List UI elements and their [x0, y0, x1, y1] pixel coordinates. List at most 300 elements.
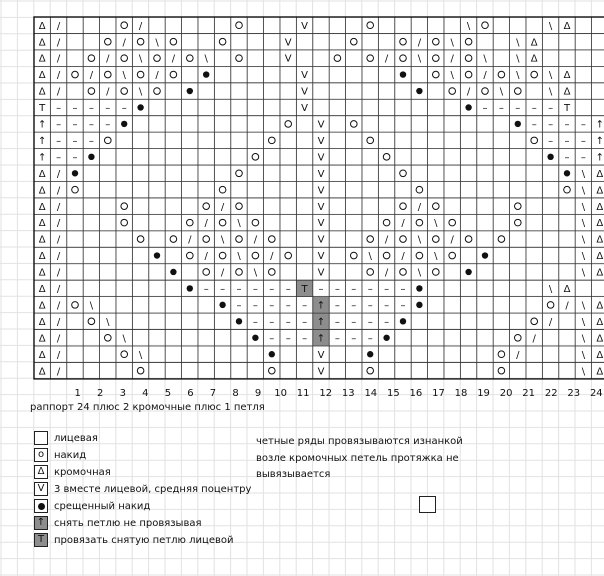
decrease-right-mark: / — [253, 234, 258, 246]
decrease-left-mark: \ — [581, 168, 586, 180]
edge-stitch-mark: Δ — [596, 168, 604, 180]
crossed-yarn-over-mark — [187, 285, 193, 291]
decrease-left-mark: \ — [516, 37, 520, 49]
crossed-yarn-over-mark — [269, 351, 275, 357]
decrease-right-mark: / — [466, 86, 471, 98]
edge-stitch-mark: Δ — [38, 284, 46, 296]
purl-dash-mark: – — [564, 135, 570, 147]
3-together-knit-mark: V — [301, 86, 309, 98]
yarn-over-mark — [203, 203, 210, 210]
chart-cells — [38, 21, 604, 377]
yarn-over-mark — [154, 55, 161, 62]
empty-box — [419, 496, 436, 513]
decrease-right-mark: / — [56, 53, 61, 65]
purl-dash-mark: – — [72, 103, 78, 115]
purl-dash-mark: – — [334, 333, 340, 345]
yarn-over-mark — [400, 236, 407, 243]
decrease-left-mark: \ — [253, 267, 258, 279]
yarn-over-mark — [498, 236, 505, 243]
yarn-over-mark — [465, 38, 472, 45]
decrease-left-mark: \ — [122, 70, 126, 82]
purl-dash-mark: – — [105, 119, 111, 131]
decrease-left-mark: \ — [581, 185, 586, 197]
yarn-over-mark — [72, 186, 79, 193]
decrease-left-mark: \ — [417, 267, 422, 279]
v-icon: V — [37, 483, 45, 494]
3-together-knit-mark: V — [317, 218, 325, 230]
decrease-right-mark: / — [56, 37, 61, 49]
decrease-left-mark: \ — [237, 251, 241, 263]
decrease-left-mark: \ — [237, 218, 241, 230]
decrease-right-mark: / — [56, 168, 61, 180]
3-together-knit-mark: V — [317, 349, 325, 361]
purl-dash-mark: – — [564, 119, 570, 131]
column-label: 17 — [432, 387, 445, 399]
purl-dash-mark: – — [367, 333, 373, 345]
column-label: 7 — [209, 387, 217, 399]
edge-stitch-mark: Δ — [38, 366, 46, 378]
purl-dash-mark: – — [72, 119, 78, 131]
yarn-over-mark — [465, 55, 472, 62]
slip-stitch-mark: ↑ — [316, 316, 326, 328]
column-label: 10 — [274, 387, 287, 399]
yarn-over-mark — [416, 186, 423, 193]
edge-stitch-mark: Δ — [38, 316, 46, 328]
purl-dash-mark: – — [88, 135, 94, 147]
note-line-3: вывязывается — [256, 469, 331, 480]
edge-stitch-mark: Δ — [38, 70, 46, 82]
decrease-left-mark: \ — [516, 70, 520, 82]
decrease-right-mark: / — [483, 70, 487, 82]
crossed-yarn-over-mark — [72, 170, 78, 176]
decrease-left-mark: \ — [450, 37, 454, 49]
yarn-over-mark — [105, 71, 112, 78]
decrease-right-mark: / — [56, 251, 61, 263]
yarn-over-mark — [105, 334, 112, 341]
decrease-right-mark: / — [56, 349, 61, 361]
yarn-over-mark — [105, 137, 112, 144]
crossed-yarn-over-mark — [515, 121, 521, 127]
yarn-over-mark — [170, 236, 177, 243]
yarn-over-mark — [187, 252, 194, 259]
yarn-over-mark — [367, 367, 374, 374]
purl-dash-mark: – — [121, 103, 127, 115]
legend-3tog-swatch — [34, 482, 48, 496]
decrease-right-mark: / — [56, 218, 61, 230]
purl-dash-mark: – — [252, 300, 258, 312]
purl-dash-mark: – — [72, 152, 78, 164]
decrease-left-mark: \ — [450, 70, 454, 82]
decrease-left-mark: \ — [417, 234, 422, 246]
legend-knit-slipped-swatch — [34, 533, 48, 547]
edge-stitch-mark: Δ — [596, 349, 604, 361]
edge-stitch-mark: Δ — [596, 300, 604, 312]
crossed-yarn-over-mark — [465, 269, 471, 275]
legend-edge-label: кромочная — [54, 467, 111, 478]
decrease-right-mark: / — [56, 267, 61, 279]
yarn-over-mark — [219, 186, 226, 193]
yarn-over-mark — [269, 269, 276, 276]
purl-dash-mark: – — [236, 284, 242, 296]
yarn-over-mark — [351, 121, 358, 128]
edge-stitch-mark: Δ — [38, 300, 46, 312]
legend-crossed-yo-swatch — [34, 499, 48, 513]
yarn-over-mark — [515, 219, 522, 226]
edge-stitch-mark: Δ — [38, 86, 46, 98]
yarn-over-mark — [285, 121, 292, 128]
edge-stitch-mark: Δ — [563, 70, 571, 82]
yarn-over-mark — [367, 269, 374, 276]
purl-dash-mark: – — [531, 103, 537, 115]
crossed-yarn-over-mark — [547, 154, 553, 160]
yarn-over-mark — [367, 137, 374, 144]
decrease-right-mark: / — [56, 300, 61, 312]
slip-stitch-mark: ↑ — [316, 300, 326, 312]
crossed-yarn-over-mark — [219, 302, 225, 308]
decrease-right-mark: / — [417, 37, 422, 49]
yarn-over-mark — [269, 236, 276, 243]
yarn-over-mark — [400, 38, 407, 45]
yarn-over-mark — [252, 219, 259, 226]
yarn-over-mark — [498, 367, 505, 374]
decrease-right-mark: / — [384, 53, 389, 65]
purl-dash-mark: – — [384, 316, 390, 328]
crossed-yarn-over-mark — [154, 252, 160, 258]
edge-stitch-mark: Δ — [596, 201, 604, 213]
decrease-left-mark: \ — [89, 300, 94, 312]
purl-dash-mark: – — [351, 316, 357, 328]
yarn-over-mark — [449, 88, 456, 95]
column-label: 9 — [254, 387, 262, 399]
3-together-knit-mark: V — [284, 37, 292, 49]
edge-stitch-mark: Δ — [596, 366, 604, 378]
decrease-left-mark: \ — [155, 37, 159, 49]
column-label: 11 — [296, 387, 310, 399]
purl-dash-mark: – — [56, 135, 62, 147]
purl-dash-mark: – — [384, 300, 390, 312]
yarn-over-mark — [449, 219, 456, 226]
purl-dash-mark: – — [285, 316, 291, 328]
column-label: 16 — [409, 387, 423, 399]
edge-stitch-mark: Δ — [38, 267, 46, 279]
decrease-left-mark: \ — [548, 20, 553, 32]
purl-dash-mark: – — [269, 333, 275, 345]
yarn-over-mark — [367, 55, 374, 62]
purl-dash-mark: – — [318, 284, 324, 296]
crossed-yarn-over-mark — [236, 318, 242, 324]
yarn-over-mark — [154, 88, 161, 95]
3-together-knit-mark: V — [317, 267, 325, 279]
crossed-yarn-over-mark — [564, 170, 570, 176]
decrease-right-mark: / — [516, 349, 520, 361]
yarn-over-mark — [269, 137, 276, 144]
yarn-over-mark — [465, 236, 472, 243]
yarn-over-mark — [449, 252, 456, 259]
purl-dash-mark: – — [580, 152, 586, 164]
decrease-right-mark: / — [450, 234, 454, 246]
yarn-over-mark — [531, 137, 538, 144]
purl-dash-mark: – — [564, 152, 570, 164]
yarn-over-mark — [416, 219, 423, 226]
yarn-over-mark — [236, 203, 243, 210]
decrease-left-mark: \ — [581, 300, 586, 312]
column-label: 20 — [499, 387, 513, 399]
purl-dash-mark: – — [302, 300, 308, 312]
slip-stitch-mark: ↑ — [595, 119, 604, 131]
yarn-over-mark — [236, 236, 243, 243]
decrease-right-mark: / — [384, 234, 389, 246]
legend-yarnover-swatch — [34, 448, 48, 462]
yarn-over-icon: o — [37, 449, 45, 460]
decrease-left-mark: \ — [581, 316, 586, 328]
purl-dash-mark: – — [482, 103, 488, 115]
column-label: 8 — [232, 387, 239, 399]
yarn-over-mark — [236, 55, 243, 62]
decrease-left-mark: \ — [581, 234, 586, 246]
crossed-yarn-over-mark — [383, 335, 389, 341]
crossed-yarn-over-mark — [465, 104, 471, 110]
yarn-over-mark — [72, 302, 79, 309]
purl-dash-mark: – — [515, 103, 521, 115]
column-label: 12 — [319, 387, 333, 399]
edge-stitch-mark: Δ — [563, 20, 571, 32]
3-together-knit-mark: V — [317, 185, 325, 197]
purl-dash-mark: – — [269, 284, 275, 296]
yarn-over-mark — [465, 71, 472, 78]
decrease-left-mark: \ — [581, 333, 586, 345]
decrease-right-mark: / — [56, 284, 61, 296]
crossed-yarn-over-mark — [88, 154, 94, 160]
column-label: 15 — [387, 387, 400, 399]
decrease-right-mark: / — [56, 86, 61, 98]
decrease-right-mark: / — [188, 234, 192, 246]
column-label: 14 — [364, 387, 378, 399]
decrease-right-mark: / — [106, 86, 110, 98]
yarn-over-mark — [285, 252, 292, 259]
purl-dash-mark: – — [351, 300, 357, 312]
edge-stitch-mark: Δ — [530, 37, 538, 49]
3-together-knit-mark: V — [317, 366, 325, 378]
purl-dash-mark: – — [269, 300, 275, 312]
purl-dash-mark: – — [334, 284, 340, 296]
edge-stitch-mark: Δ — [596, 234, 604, 246]
decrease-left-mark: \ — [122, 333, 126, 345]
knit-slipped-stitch-mark: T — [563, 103, 571, 115]
yarn-over-mark — [498, 351, 505, 358]
crossed-yarn-over-mark — [400, 71, 406, 77]
decrease-right-mark: / — [270, 251, 274, 263]
knit-slipped-stitch-mark: T — [301, 284, 308, 296]
yarn-over-mark — [367, 22, 374, 29]
purl-dash-mark: – — [351, 333, 357, 345]
filled-dot-icon — [38, 503, 45, 510]
decrease-right-mark: / — [138, 20, 143, 32]
purl-dash-mark: – — [236, 300, 242, 312]
decrease-left-mark: \ — [434, 251, 438, 263]
edge-stitch-mark: Δ — [38, 201, 46, 213]
edge-stitch-mark: Δ — [38, 333, 46, 345]
column-label: 13 — [341, 387, 355, 399]
purl-dash-mark: – — [400, 300, 406, 312]
legend-slip-swatch — [34, 516, 48, 530]
yarn-over-mark — [433, 71, 440, 78]
purl-dash-mark: – — [302, 316, 308, 328]
decrease-left-mark: \ — [581, 267, 586, 279]
yarn-over-mark — [515, 334, 522, 341]
decrease-right-mark: / — [155, 70, 159, 82]
3-together-knit-mark: V — [301, 103, 309, 115]
purl-dash-mark: – — [56, 152, 62, 164]
decrease-left-mark: \ — [581, 218, 586, 230]
crossed-yarn-over-mark — [367, 351, 373, 357]
edge-stitch-mark: Δ — [38, 251, 46, 263]
yarn-over-mark — [137, 236, 144, 243]
yarn-over-mark — [203, 269, 210, 276]
decrease-right-mark: / — [384, 267, 389, 279]
yarn-over-mark — [383, 154, 390, 161]
yarn-over-mark — [105, 38, 112, 45]
decrease-left-mark: \ — [516, 53, 520, 65]
edge-stitch-mark: Δ — [530, 53, 538, 65]
purl-dash-mark: – — [548, 119, 554, 131]
yarn-over-mark — [236, 22, 243, 29]
yarn-over-mark — [203, 236, 210, 243]
yarn-over-mark — [137, 71, 144, 78]
decrease-right-mark: / — [106, 53, 110, 65]
edge-stitch-mark: Δ — [38, 53, 46, 65]
purl-dash-mark: – — [384, 284, 390, 296]
purl-dash-mark: – — [580, 135, 586, 147]
edge-stitch-mark: Δ — [596, 316, 604, 328]
yarn-over-mark — [531, 71, 538, 78]
decrease-right-mark: / — [56, 234, 61, 246]
purl-dash-mark: – — [203, 284, 209, 296]
decrease-left-mark: \ — [434, 218, 438, 230]
yarn-over-mark — [236, 170, 243, 177]
3-together-knit-mark: V — [317, 168, 325, 180]
decrease-left-mark: \ — [138, 86, 143, 98]
decrease-left-mark: \ — [548, 284, 553, 296]
yarn-over-mark — [351, 38, 358, 45]
column-label: 19 — [477, 387, 490, 399]
purl-dash-mark: – — [334, 316, 340, 328]
purl-dash-mark: – — [367, 300, 373, 312]
purl-dash-mark: – — [88, 103, 94, 115]
column-label: 21 — [522, 387, 536, 399]
yarn-over-mark — [121, 55, 128, 62]
purl-dash-mark: – — [548, 135, 554, 147]
slip-stitch-mark: ↑ — [316, 333, 326, 345]
yarn-over-mark — [121, 219, 128, 226]
yarn-over-mark — [433, 236, 440, 243]
edge-stitch-mark: Δ — [38, 234, 46, 246]
yarn-over-mark — [383, 252, 390, 259]
purl-dash-mark: – — [367, 284, 373, 296]
yarn-over-mark — [121, 88, 128, 95]
crossed-yarn-over-mark — [482, 252, 488, 258]
crossed-yarn-over-mark — [416, 302, 422, 308]
purl-dash-mark: – — [367, 316, 373, 328]
decrease-right-mark: / — [56, 201, 61, 213]
purl-dash-mark: – — [252, 284, 258, 296]
column-label: 5 — [164, 387, 172, 399]
yarn-over-mark — [269, 367, 276, 374]
decrease-left-mark: \ — [106, 316, 110, 328]
decrease-right-mark: / — [56, 366, 61, 378]
decrease-left-mark: \ — [548, 86, 553, 98]
decrease-right-mark: / — [417, 201, 422, 213]
3-together-knit-mark: V — [301, 70, 309, 82]
column-label: 18 — [454, 387, 468, 399]
yarn-over-mark — [121, 203, 128, 210]
slip-stitch-mark: ↑ — [595, 135, 604, 147]
purl-dash-mark: – — [334, 300, 340, 312]
crossed-yarn-over-mark — [121, 121, 127, 127]
legend-crossed-yo-label: срещенный накид — [54, 501, 151, 512]
edge-stitch-mark: Δ — [596, 251, 604, 263]
decrease-left-mark: \ — [220, 234, 225, 246]
column-label: 1 — [74, 387, 81, 399]
yarn-over-mark — [121, 22, 128, 29]
3-together-knit-mark: V — [317, 135, 325, 147]
yarn-over-mark — [187, 55, 194, 62]
decrease-right-mark: / — [56, 333, 61, 345]
purl-dash-mark: – — [56, 119, 62, 131]
column-label: 2 — [97, 387, 104, 399]
purl-dash-mark: – — [548, 103, 554, 115]
decrease-right-mark: / — [220, 267, 225, 279]
decrease-right-mark: / — [171, 53, 176, 65]
yarn-over-mark — [121, 351, 128, 358]
edge-stitch-mark: Δ — [38, 37, 46, 49]
purl-dash-mark: – — [531, 119, 537, 131]
decrease-left-mark: \ — [548, 70, 553, 82]
knit-slipped-stitch-mark: T — [39, 103, 46, 115]
decrease-left-mark: \ — [499, 86, 504, 98]
decrease-left-mark: \ — [417, 53, 422, 65]
purl-dash-mark: – — [72, 135, 78, 147]
legend-yarnover-label: накид — [54, 450, 87, 461]
decrease-left-mark: \ — [466, 20, 471, 32]
purl-dash-mark: – — [285, 333, 291, 345]
decrease-right-mark: / — [122, 37, 126, 49]
yarn-over-mark — [531, 318, 538, 325]
crossed-yarn-over-mark — [416, 88, 422, 94]
yarn-over-mark — [400, 203, 407, 210]
yarn-over-mark — [252, 154, 259, 161]
edge-stitch-mark: Δ — [38, 168, 46, 180]
yarn-over-mark — [236, 269, 243, 276]
3-together-knit-mark: V — [317, 119, 325, 131]
decrease-right-mark: / — [56, 20, 61, 32]
legend-knit-slipped-label: провязать снятую петлю лицевой — [54, 535, 234, 546]
column-label: 4 — [142, 387, 149, 399]
edge-stitch-mark: Δ — [596, 185, 604, 197]
yarn-over-mark — [433, 38, 440, 45]
yarn-over-mark — [170, 71, 177, 78]
decrease-right-mark: / — [450, 53, 454, 65]
yarn-over-mark — [334, 55, 341, 62]
column-label: 6 — [187, 387, 194, 399]
yarn-over-mark — [482, 88, 489, 95]
purl-dash-mark: – — [252, 316, 258, 328]
yarn-over-mark — [498, 71, 505, 78]
edge-stitch-mark: Δ — [596, 218, 604, 230]
crossed-yarn-over-mark — [137, 104, 143, 110]
purl-dash-mark: – — [400, 284, 406, 296]
note-line-2: возле кромочных петель протяжка не — [256, 453, 459, 464]
decrease-left-mark: \ — [138, 53, 143, 65]
